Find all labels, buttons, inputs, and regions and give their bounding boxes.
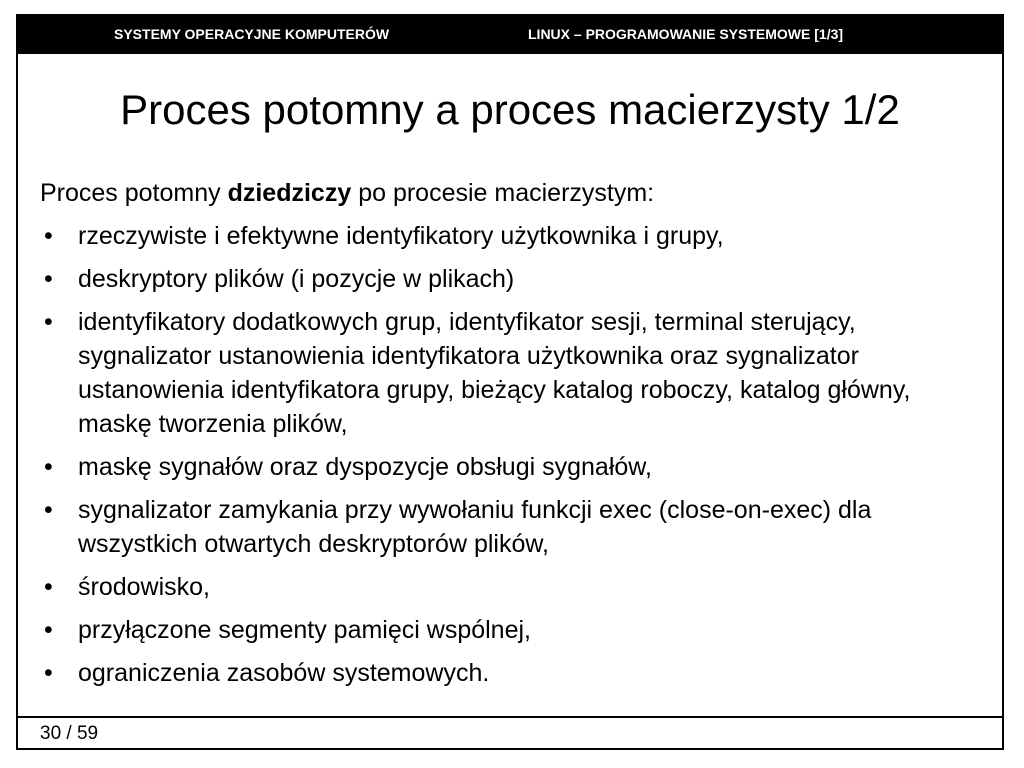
slide-content bbox=[40, 176, 962, 699]
bullet-text: rzeczywiste i efektywne identyfikatory użytkownika i grupy, bbox=[78, 222, 724, 250]
slide-frame bbox=[16, 14, 1004, 748]
bullet-text: maskę sygnałów oraz dyspozycje obsługi sygnałów, bbox=[78, 453, 652, 481]
bullet-icon: • bbox=[44, 265, 53, 293]
bullet-item bbox=[40, 613, 962, 647]
bullet-text: ograniczenia zasobów systemowych. bbox=[78, 659, 490, 687]
bullet-icon: • bbox=[44, 453, 53, 481]
bullet-item bbox=[40, 262, 962, 296]
bullet-list bbox=[40, 219, 962, 690]
bullet-icon: • bbox=[44, 616, 53, 644]
bullet-item bbox=[40, 305, 962, 441]
header-bar bbox=[18, 16, 1002, 54]
bullet-text: identyfikatory dodatkowych grup, identyfikator sesji, terminal sterujący, sygnalizator ustanowienia identyfikatora użytkownika oraz sygnalizator ustanowienia identyfikatora grupy, bieżący katalog roboczy, katalog główny, maskę tworzenia plików, bbox=[78, 308, 911, 438]
bullet-icon: • bbox=[44, 659, 53, 687]
page-number: 30 / 59 bbox=[40, 723, 99, 744]
intro-text bbox=[40, 176, 962, 210]
header-section-title: LINUX – PROGRAMOWANIE SYSTEMOWE [1/3] bbox=[528, 26, 844, 42]
slide-title: Proces potomny a proces macierzysty 1/2 bbox=[120, 86, 900, 133]
bullet-text: środowisko, bbox=[78, 573, 210, 601]
bullet-item bbox=[40, 219, 962, 253]
intro-text-bold: dziedziczy bbox=[227, 179, 352, 207]
footer-bar bbox=[16, 716, 1004, 750]
bullet-item bbox=[40, 493, 962, 561]
bullet-item bbox=[40, 570, 962, 604]
header-course-title: SYSTEMY OPERACYJNE KOMPUTERÓW bbox=[114, 26, 390, 42]
intro-text-after: po procesie macierzystym: bbox=[351, 179, 655, 207]
bullet-item bbox=[40, 450, 962, 484]
intro-text-before: Proces potomny bbox=[40, 179, 228, 207]
bullet-icon: • bbox=[44, 222, 53, 250]
bullet-text: deskryptory plików (i pozycje w plikach) bbox=[78, 265, 515, 293]
bullet-icon: • bbox=[44, 573, 53, 601]
bullet-icon: • bbox=[44, 496, 53, 524]
bullet-text: przyłączone segmenty pamięci wspólnej, bbox=[78, 616, 531, 644]
bullet-text: sygnalizator zamykania przy wywołaniu funkcji exec (close-on-exec) dla wszystkich otwartych deskryptorów plików, bbox=[78, 496, 872, 558]
bullet-icon: • bbox=[44, 308, 53, 336]
bullet-item bbox=[40, 656, 962, 690]
